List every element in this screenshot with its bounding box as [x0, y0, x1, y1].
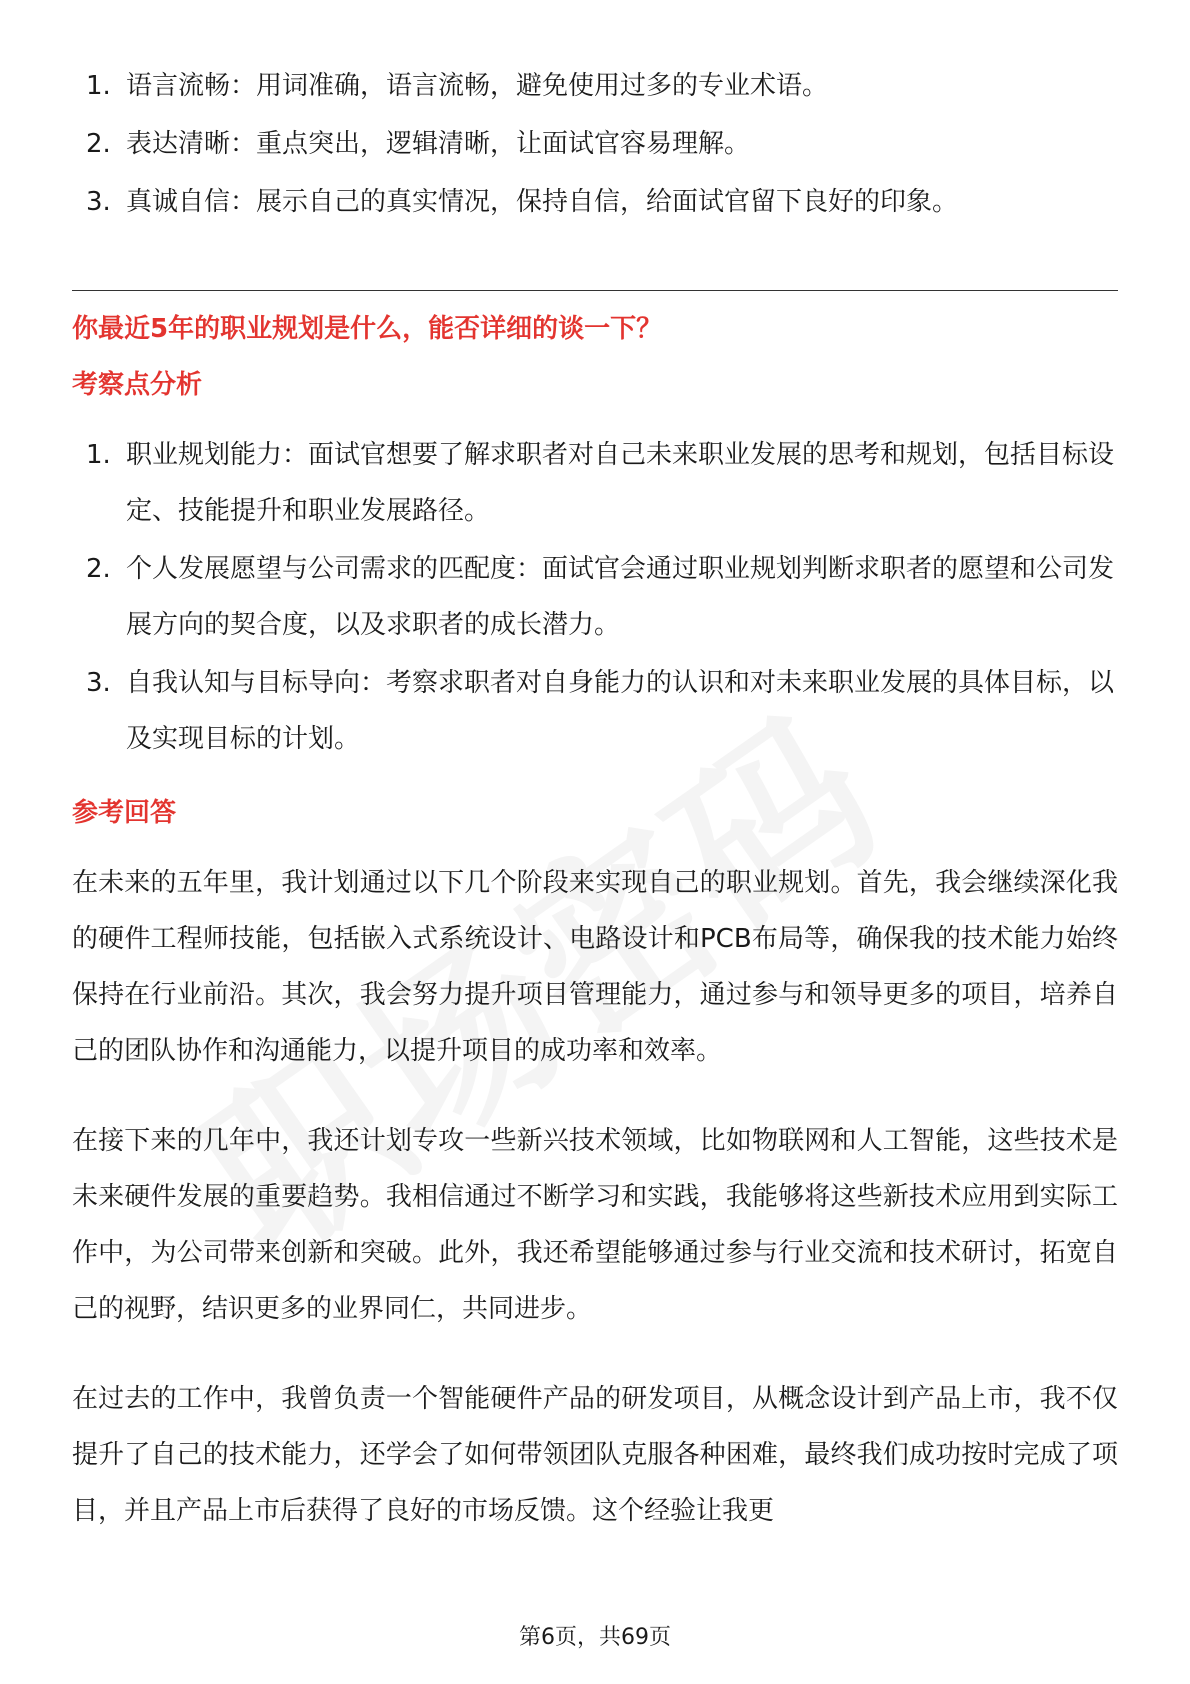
list-number: 3.: [86, 187, 111, 217]
list-number: 3.: [86, 668, 111, 698]
list-number: 1.: [86, 71, 111, 101]
answer-paragraph: 在未来的五年里，我计划通过以下几个阶段来实现自己的职业规划。首先，我会继续深化我的硬件工程师技能，包括嵌入式系统设计、电路设计和PCB布局等，确保我的技术能力始终保持在行业前沿。其次，我会努力提升项目管理能力，通过参与和领导更多的项目，培养自己的团队协作和沟通能力，以提升项目的成功率和效率。: [72, 868, 1118, 1066]
list-item: [72, 58, 1118, 114]
analysis-heading: 考察点分析: [72, 370, 203, 400]
list-item: [72, 655, 1118, 767]
answer-paragraph: 在过去的工作中，我曾负责一个智能硬件产品的研发项目，从概念设计到产品上市，我不仅提升了自己的技术能力，还学会了如何带领团队克服各种困难，最终我们成功按时完成了项目，并且产品上市后获得了良好的市场反馈。这个经验让我更: [72, 1384, 1118, 1526]
reference-heading: 参考回答: [72, 798, 177, 828]
list-text: 真诚自信：展示自己的真实情况，保持自信，给面试官留下良好的印象。: [126, 187, 959, 217]
list-item: [72, 174, 1118, 230]
list-text: 语言流畅：用词准确，语言流畅，避免使用过多的专业术语。: [126, 71, 829, 101]
list-item: [72, 541, 1118, 653]
list-number: 2.: [86, 554, 111, 584]
section-divider: [72, 290, 1118, 291]
list-number: 2.: [86, 129, 111, 159]
list-item: [72, 116, 1118, 172]
list-item: [72, 427, 1118, 539]
top-list: [72, 58, 1118, 230]
list-text: 自我认知与目标导向：考察求职者对自身能力的认识和对未来职业发展的具体目标，以及实现目标的计划。: [126, 668, 1115, 754]
list-text: 表达清晰：重点突出，逻辑清晰，让面试官容易理解。: [126, 129, 751, 159]
question-heading: 你最近5年的职业规划是什么，能否详细的谈一下？: [72, 314, 663, 344]
list-number: 1.: [86, 440, 111, 470]
list-text: 职业规划能力：面试官想要了解求职者对自己未来职业发展的思考和规划，包括目标设定、技能提升和职业发展路径。: [126, 440, 1115, 526]
answer-paragraph: 在接下来的几年中，我还计划专攻一些新兴技术领域，比如物联网和人工智能，这些技术是未来硬件发展的重要趋势。我相信通过不断学习和实践，我能够将这些新技术应用到实际工作中，为公司带来创新和突破。此外，我还希望能够通过参与行业交流和技术研讨，拓宽自己的视野，结识更多的业界同仁，共同进步。: [72, 1126, 1118, 1324]
list-text: 个人发展愿望与公司需求的匹配度：面试官会通过职业规划判断求职者的愿望和公司发展方向的契合度，以及求职者的成长潜力。: [126, 554, 1115, 640]
page-footer: 第6页，共69页: [519, 1625, 671, 1650]
analysis-list: [72, 427, 1118, 767]
page-content: [72, 58, 1118, 1573]
